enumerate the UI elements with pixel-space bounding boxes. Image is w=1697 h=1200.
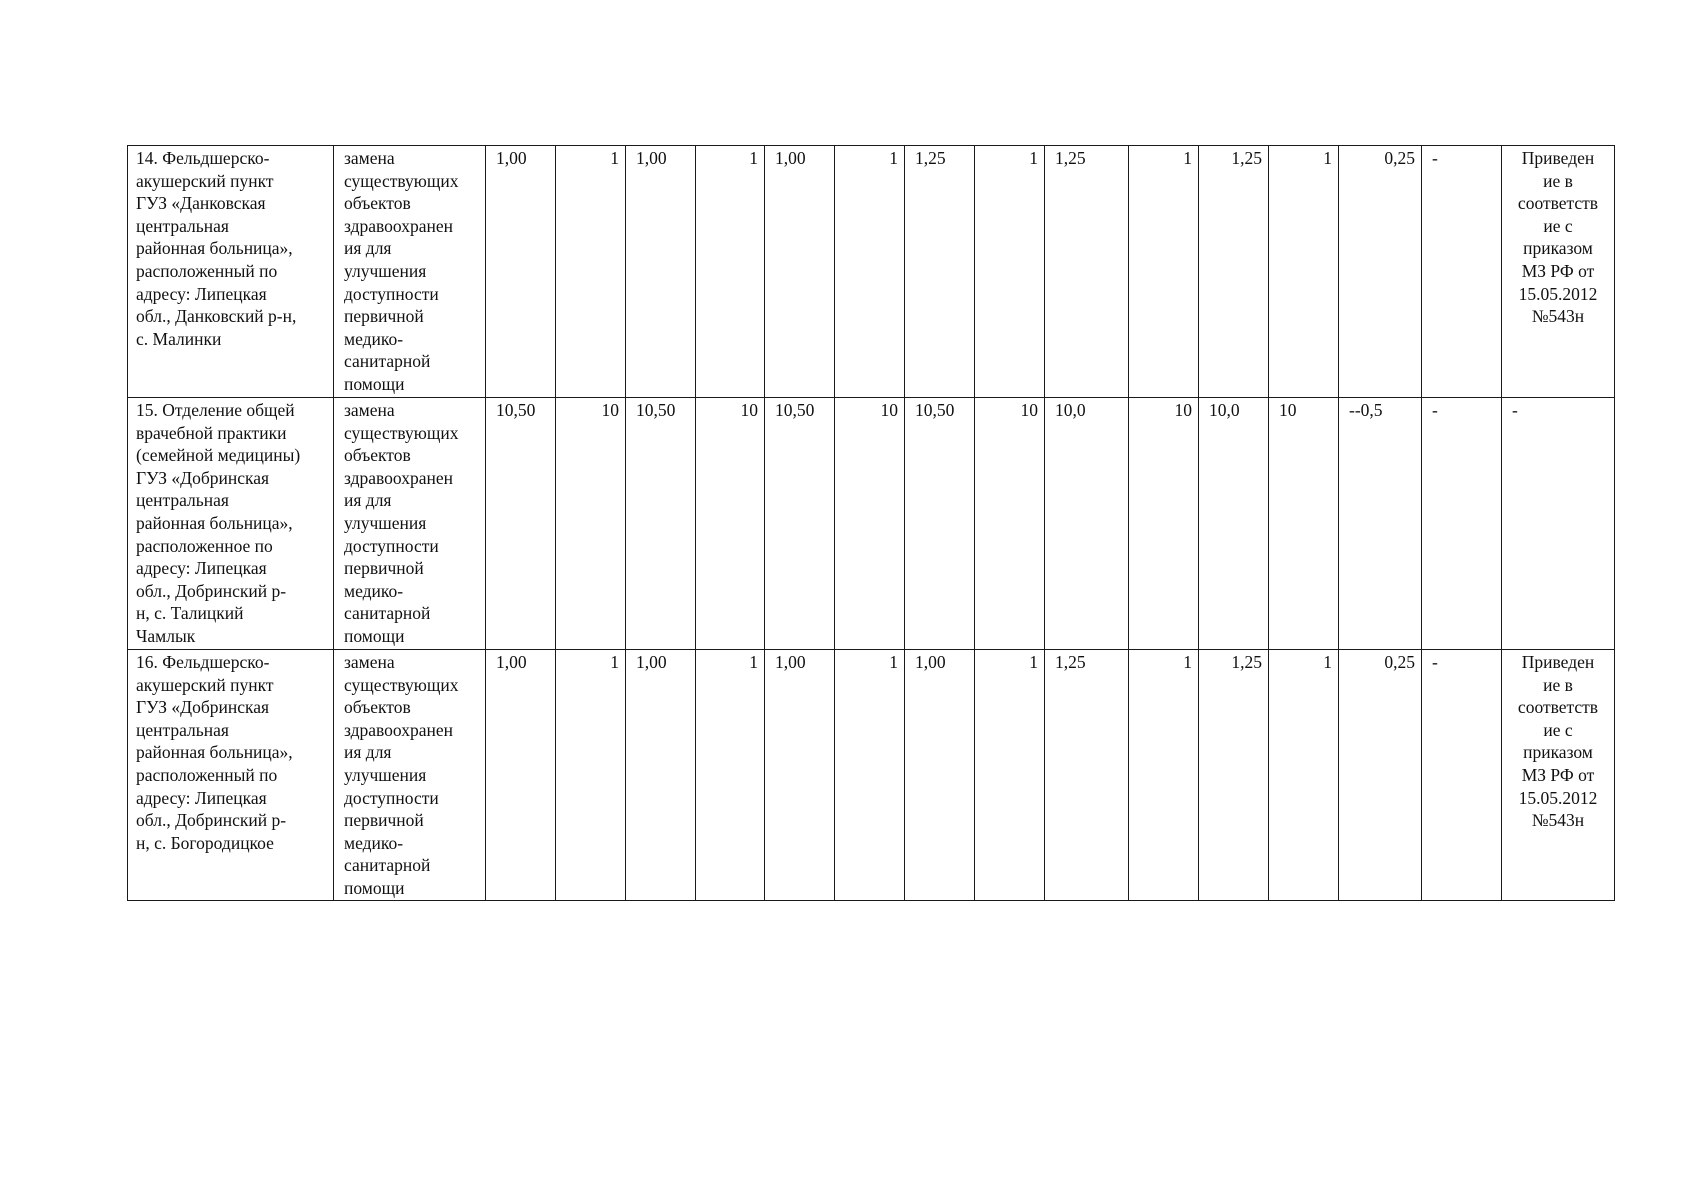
value-cell: 1,00 bbox=[905, 650, 975, 901]
count-cell: 1 bbox=[556, 650, 626, 901]
count-cell: 1 bbox=[835, 650, 905, 901]
count-cell: 1 bbox=[1129, 146, 1199, 398]
value-cell: 10,0 bbox=[1045, 398, 1129, 650]
table-row bbox=[128, 146, 1615, 398]
table-row bbox=[128, 650, 1615, 901]
object-name: 16. Фельдшерско- акушерский пункт ГУЗ «Добринская центральная районная больница», расположенный по адресу: Липецкая обл., Добринский р- н, с. Богородицкое bbox=[128, 650, 334, 901]
change-cell: 0,25 bbox=[1339, 146, 1422, 398]
value-cell: 1,25 bbox=[1199, 650, 1269, 901]
purpose-cell: замена существующих объектов здравоохранен ия для улучшения доступности первичной медико- санитарной помощи bbox=[334, 146, 486, 398]
value-cell: 10,50 bbox=[905, 398, 975, 650]
value-cell: 1,00 bbox=[765, 146, 835, 398]
change-cell: 0,25 bbox=[1339, 650, 1422, 901]
object-name: 14. Фельдшерско- акушерский пункт ГУЗ «Данковская центральная районная больница», расположенный по адресу: Липецкая обл., Данковский р-н, с. Малинки bbox=[128, 146, 334, 398]
count-cell: 10 bbox=[696, 398, 765, 650]
value-cell: 1,00 bbox=[626, 650, 696, 901]
count-cell: 10 bbox=[556, 398, 626, 650]
value-cell: 10,0 bbox=[1199, 398, 1269, 650]
note-cell: Приведен ие в соответств ие с приказом МЗ РФ от 15.05.2012 №543н bbox=[1502, 650, 1615, 901]
value-cell: 10,50 bbox=[765, 398, 835, 650]
count-cell: 1 bbox=[975, 146, 1045, 398]
table-row bbox=[128, 398, 1615, 650]
value-cell: 1,00 bbox=[486, 146, 556, 398]
dash-cell: - bbox=[1422, 146, 1502, 398]
object-name: 15. Отделение общей врачебной практики (семейной медицины) ГУЗ «Добринская центральная районная больница», расположенное по адресу: Липецкая обл., Добринский р- н, с. Талицкий Чамлык bbox=[128, 398, 334, 650]
dash-cell: - bbox=[1422, 398, 1502, 650]
value-cell: 10,50 bbox=[626, 398, 696, 650]
value-cell: 1,25 bbox=[1045, 146, 1129, 398]
note-cell: - bbox=[1502, 398, 1615, 650]
value-cell: 1,25 bbox=[1045, 650, 1129, 901]
value-cell: 1,25 bbox=[1199, 146, 1269, 398]
value-cell: 1,25 bbox=[905, 146, 975, 398]
count-cell: 1 bbox=[1269, 650, 1339, 901]
data-table bbox=[127, 145, 1615, 901]
dash-cell: - bbox=[1422, 650, 1502, 901]
change-cell: --0,5 bbox=[1339, 398, 1422, 650]
value-cell: 10,50 bbox=[486, 398, 556, 650]
count-cell: 10 bbox=[975, 398, 1045, 650]
count-cell: 10 bbox=[1129, 398, 1199, 650]
count-cell: 10 bbox=[1269, 398, 1339, 650]
count-cell: 1 bbox=[1129, 650, 1199, 901]
count-cell: 10 bbox=[835, 398, 905, 650]
purpose-cell: замена существующих объектов здравоохранен ия для улучшения доступности первичной медико- санитарной помощи bbox=[334, 398, 486, 650]
purpose-cell: замена существующих объектов здравоохранен ия для улучшения доступности первичной медико- санитарной помощи bbox=[334, 650, 486, 901]
count-cell: 1 bbox=[1269, 146, 1339, 398]
count-cell: 1 bbox=[835, 146, 905, 398]
count-cell: 1 bbox=[975, 650, 1045, 901]
count-cell: 1 bbox=[556, 146, 626, 398]
note-cell: Приведен ие в соответств ие с приказом МЗ РФ от 15.05.2012 №543н bbox=[1502, 146, 1615, 398]
count-cell: 1 bbox=[696, 650, 765, 901]
value-cell: 1,00 bbox=[486, 650, 556, 901]
value-cell: 1,00 bbox=[765, 650, 835, 901]
count-cell: 1 bbox=[696, 146, 765, 398]
value-cell: 1,00 bbox=[626, 146, 696, 398]
